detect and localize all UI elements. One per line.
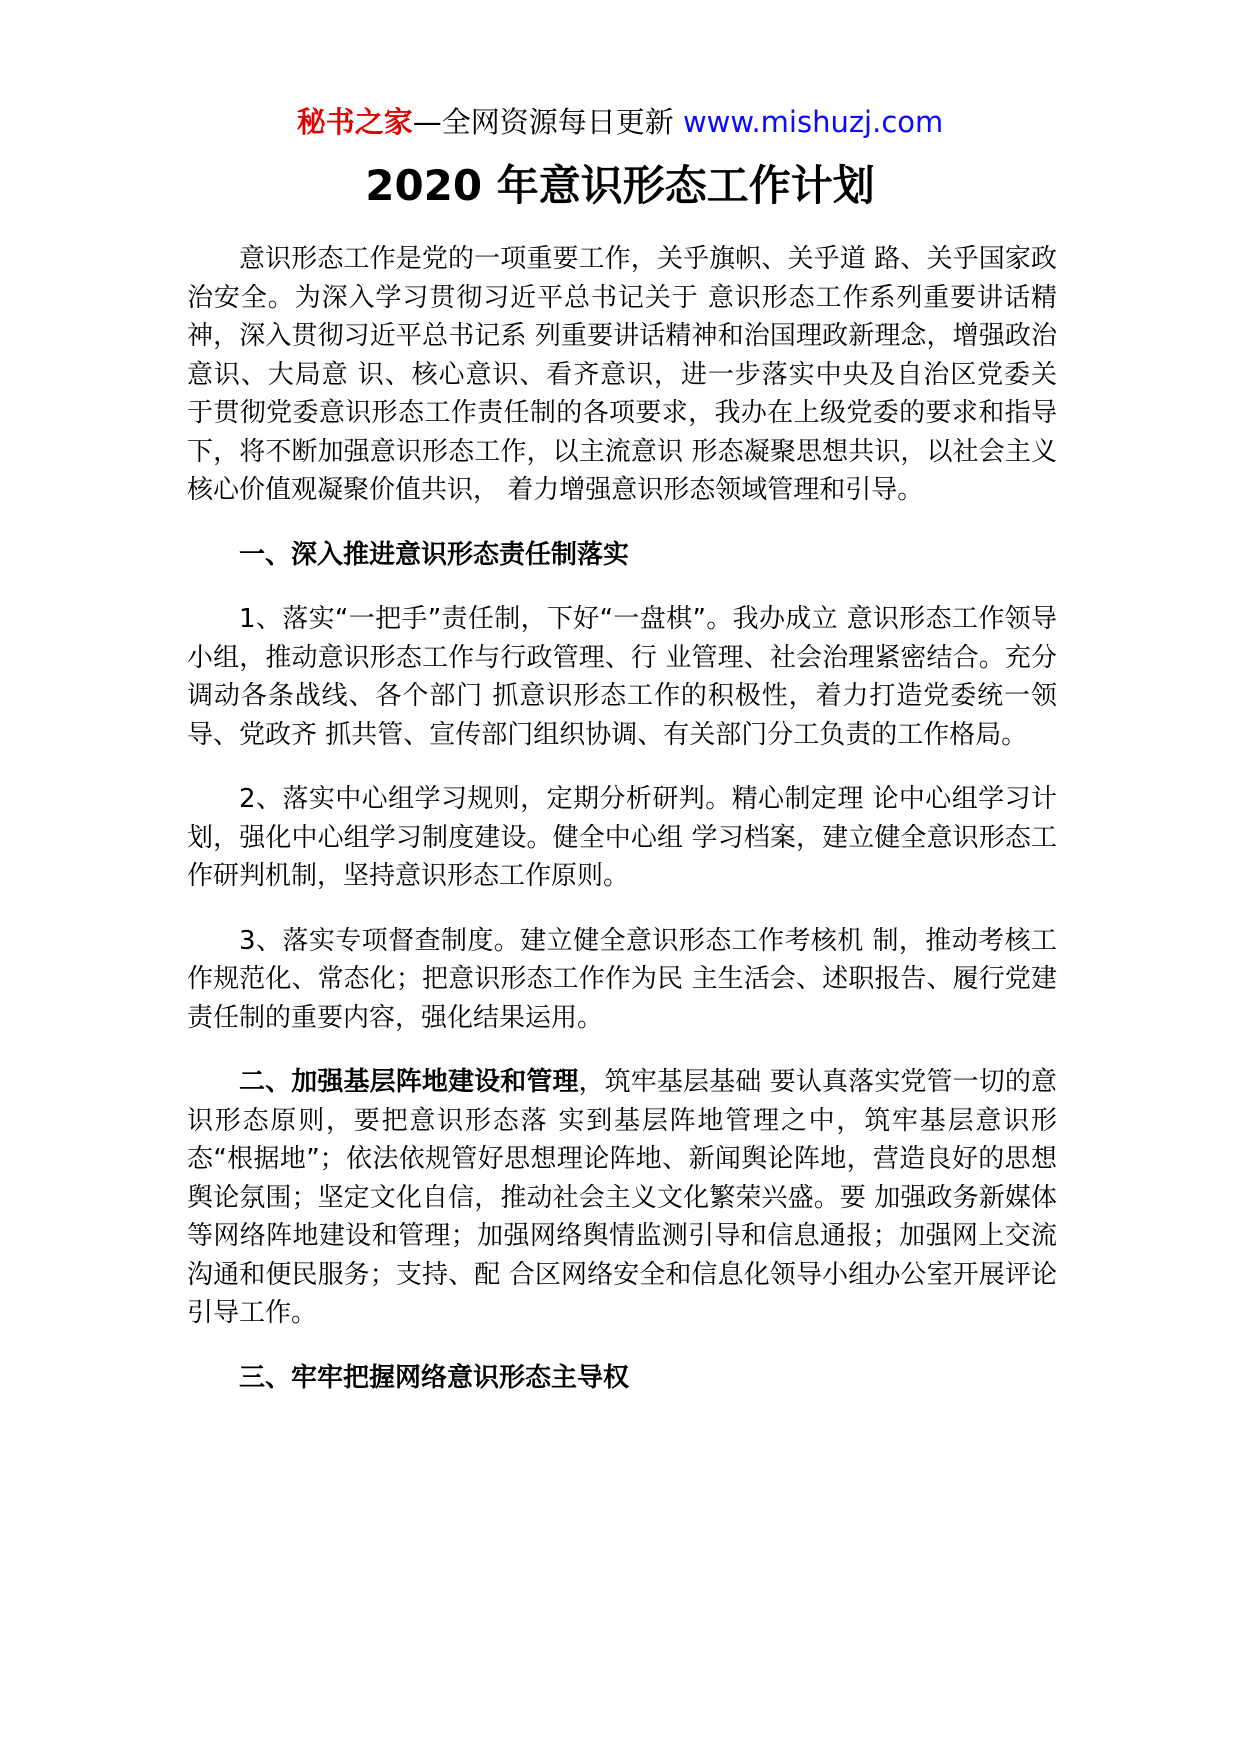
- section-3-heading: 三、牢牢把握网络意识形态主导权: [239, 1362, 630, 1393]
- site-name: 秘书之家: [296, 105, 413, 139]
- site-slogan: —全网资源每日更新: [412, 105, 683, 139]
- section-1-item-1: 1、落实“一把手”责任制，下好“一盘棋”。我办成立 意识形态工作领导小组，推动意识形态工作与行政管理、行 业管理、社会治理紧密结合。充分调动各条战线、各个部门 抓意识形态工作的积极性，着力打造党委统一领导、党政齐 抓共管、宣传部门组织协调、有关部门分工负责的工作格局。: [187, 604, 1057, 750]
- site-url-link[interactable]: www.mishuzj.com: [682, 105, 944, 139]
- document-body: [187, 240, 1057, 1423]
- section-1-item-2: 2、落实中心组学习规则，定期分析研判。精心制定理 论中心组学习计划，强化中心组学习制度建设。健全中心组 学习档案，建立健全意识形态工作研判机制，坚持意识形态工作原则。: [187, 784, 1057, 891]
- document-title: 2020 年意识形态工作计划: [365, 161, 875, 210]
- section-2-paragraph: [187, 1063, 1057, 1333]
- section-2-heading: 二、加强基层阵地建设和管理: [239, 1067, 579, 1097]
- site-header: [0, 100, 1240, 144]
- intro-paragraph: 意识形态工作是党的一项重要工作，关乎旗帜、关乎道 路、关乎国家政治安全。为深入学习贯彻习近平总书记关于 意识形态工作系列重要讲话精神，深入贯彻习近平总书记系 列重要讲话精神和治国理政新理念，增强政治意识、大局意 识、核心意识、看齐意识，进一步落实中央及自治区党委关 于贯彻党委意识形态工作责任制的各项要求，我办在上级党委的要求和指导下，将不断加强意识形态工作，以主流意识 形态凝聚思想共识，以社会主义核心价值观凝聚价值共识， 着力增强意识形态领域管理和引导。: [187, 244, 1057, 505]
- section-1-item-3: 3、落实专项督查制度。建立健全意识形态工作考核机 制，推动考核工作规范化、常态化；把意识形态工作作为民 主生活会、述职报告、履行党建责任制的重要内容，强化结果运用。: [187, 925, 1057, 1033]
- section-1-heading: 一、深入推进意识形态责任制落实: [239, 539, 630, 570]
- section-2-body: ，筑牢基层基础 要认真落实党管一切的意识形态原则，要把意识形态落 实到基层阵地管理之中，筑牢基层意识形态“根据地”；依法依规管好思想理论阵地、新闻舆论阵地，营造良好的思想 舆论氛围；坚定文化自信，推动社会主义文化繁荣兴盛。要 加强政务新媒体等网络阵地建设和管理；加强网络舆情监测引导和信息通报；加强网上交流沟通和便民服务；支持、配 合区网络安全和信息化领导小组办公室开展评论引导工作。: [187, 1067, 1057, 1328]
